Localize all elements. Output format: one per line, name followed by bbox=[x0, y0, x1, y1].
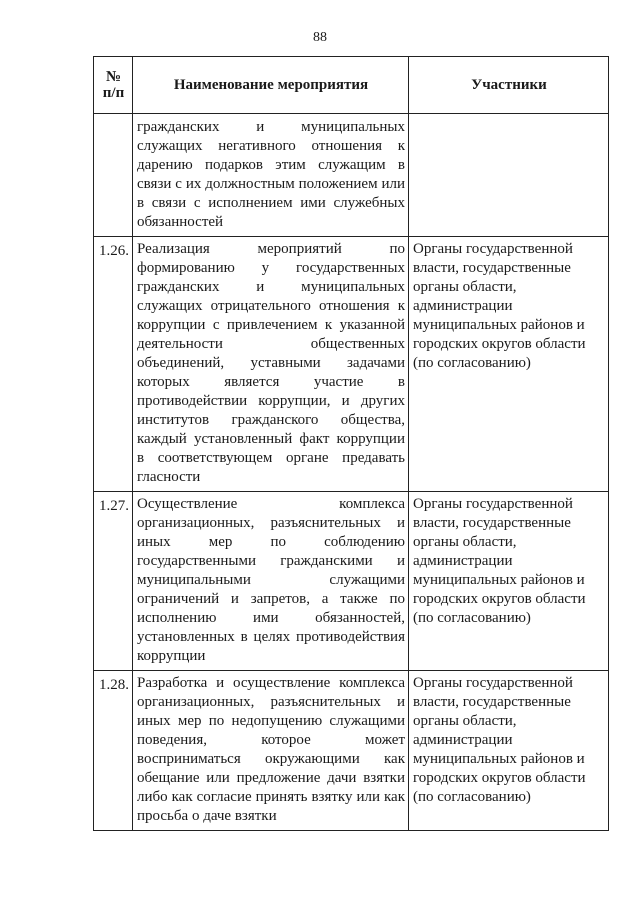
participants-line: (по согласованию) bbox=[413, 355, 531, 371]
measure-name-line: служащих негативного отношения к bbox=[137, 138, 405, 154]
measure-name-line: муниципальными служащими bbox=[137, 572, 405, 588]
measure-name-line: каждый установленный факт коррупции bbox=[137, 431, 405, 447]
participants-line: администрации bbox=[413, 553, 513, 569]
row-number: 1.28. bbox=[94, 671, 133, 831]
header-name: Наименование мероприятия bbox=[133, 57, 409, 114]
participants-line: городских округов области bbox=[413, 591, 586, 607]
measure-name-line: гласности bbox=[137, 469, 201, 485]
measure-name-line: исполнению ими обязанностей, bbox=[137, 610, 405, 626]
table-row bbox=[94, 671, 609, 831]
measure-name-line: служащих отрицательного отношения к bbox=[137, 298, 405, 314]
measure-name-line: организационных, разъяснительных и bbox=[137, 694, 405, 710]
measure-name-line: дарению подарков этим служащим в bbox=[137, 157, 405, 173]
measure-name-line: деятельности общественных bbox=[137, 336, 405, 352]
measure-name-line: иных мер по соблюдению bbox=[137, 534, 405, 550]
participants-line: администрации bbox=[413, 298, 513, 314]
table-row bbox=[94, 492, 609, 671]
page-number: 88 bbox=[313, 30, 327, 45]
participants-line: муниципальных районов и bbox=[413, 572, 585, 588]
measure-name-line: Реализация мероприятий по bbox=[137, 241, 405, 257]
measure-name-line: поведения, которое может bbox=[137, 732, 405, 748]
measure-name-cell bbox=[133, 492, 409, 671]
measure-name-line: в связи с исполнением ими служебных bbox=[137, 195, 405, 211]
measures-table bbox=[93, 56, 609, 831]
header-num: № п/п bbox=[94, 57, 133, 114]
measure-name-line: просьба о даче взятки bbox=[137, 808, 277, 824]
participants-cell bbox=[409, 671, 609, 831]
measure-name-line: государственными гражданскими и bbox=[137, 553, 405, 569]
measure-name-line: иных мер по недопущению служащими bbox=[137, 713, 405, 729]
participants-line: (по согласованию) bbox=[413, 789, 531, 805]
measure-name-line: организационных, разъяснительных и bbox=[137, 515, 405, 531]
participants-cell bbox=[409, 492, 609, 671]
participants-line: органы области, bbox=[413, 713, 517, 729]
row-number: 1.26. bbox=[94, 237, 133, 492]
table-header-row bbox=[94, 57, 609, 114]
participants-line: Органы государственной bbox=[413, 241, 573, 257]
measure-name-line: либо как согласие принять взятку или как bbox=[137, 789, 405, 805]
measure-name-line: коррупции с привлечением к указанной bbox=[137, 317, 405, 333]
measure-name-line: Разработка и осуществление комплекса bbox=[137, 675, 405, 691]
participants-line: власти, государственные bbox=[413, 260, 571, 276]
participants-line: администрации bbox=[413, 732, 513, 748]
row-number: 1.27. bbox=[94, 492, 133, 671]
measure-name-cell bbox=[133, 671, 409, 831]
participants-line: муниципальных районов и bbox=[413, 317, 585, 333]
measure-name-cell bbox=[133, 114, 409, 237]
measure-name-line: объединений, уставными задачами bbox=[137, 355, 405, 371]
header-participants: Участники bbox=[409, 57, 609, 114]
measure-name-line: институтов гражданского общества, bbox=[137, 412, 405, 428]
measure-name-line: противодействии коррупции, и других bbox=[137, 393, 405, 409]
measure-name-line: коррупции bbox=[137, 648, 206, 664]
measure-name-line: обещание или предложение дачи взятки bbox=[137, 770, 405, 786]
measure-name-line: связи с их должностным положением или bbox=[137, 176, 405, 192]
participants-line: городских округов области bbox=[413, 770, 586, 786]
table-body bbox=[94, 114, 609, 831]
table-row bbox=[94, 237, 609, 492]
participants-line: городских округов области bbox=[413, 336, 586, 352]
measure-name-line: которых является участие в bbox=[137, 374, 405, 390]
participants-line: Органы государственной bbox=[413, 496, 573, 512]
measure-name-cell bbox=[133, 237, 409, 492]
measure-name-line: восприниматься окружающими как bbox=[137, 751, 405, 767]
measure-name-line: гражданских и муниципальных bbox=[137, 279, 405, 295]
participants-line: власти, государственные bbox=[413, 515, 571, 531]
measure-name-line: установленных в целях противодействия bbox=[137, 629, 405, 645]
measure-name-line: в соответствующем органе предавать bbox=[137, 450, 405, 466]
measure-name-line: формированию у государственных bbox=[137, 260, 405, 276]
participants-cell bbox=[409, 237, 609, 492]
participants-line: органы области, bbox=[413, 279, 517, 295]
measure-name-line: обязанностей bbox=[137, 214, 224, 230]
participants-line: муниципальных районов и bbox=[413, 751, 585, 767]
participants-line: (по согласованию) bbox=[413, 610, 531, 626]
participants-line: органы области, bbox=[413, 534, 517, 550]
row-number bbox=[94, 114, 133, 237]
measure-name-line: гражданских и муниципальных bbox=[137, 119, 405, 135]
participants-cell bbox=[409, 114, 609, 237]
participants-line: власти, государственные bbox=[413, 694, 571, 710]
measure-name-line: Осуществление комплекса bbox=[137, 496, 405, 512]
table-row bbox=[94, 114, 609, 237]
participants-line: Органы государственной bbox=[413, 675, 573, 691]
measure-name-line: ограничений и запретов, а также по bbox=[137, 591, 405, 607]
